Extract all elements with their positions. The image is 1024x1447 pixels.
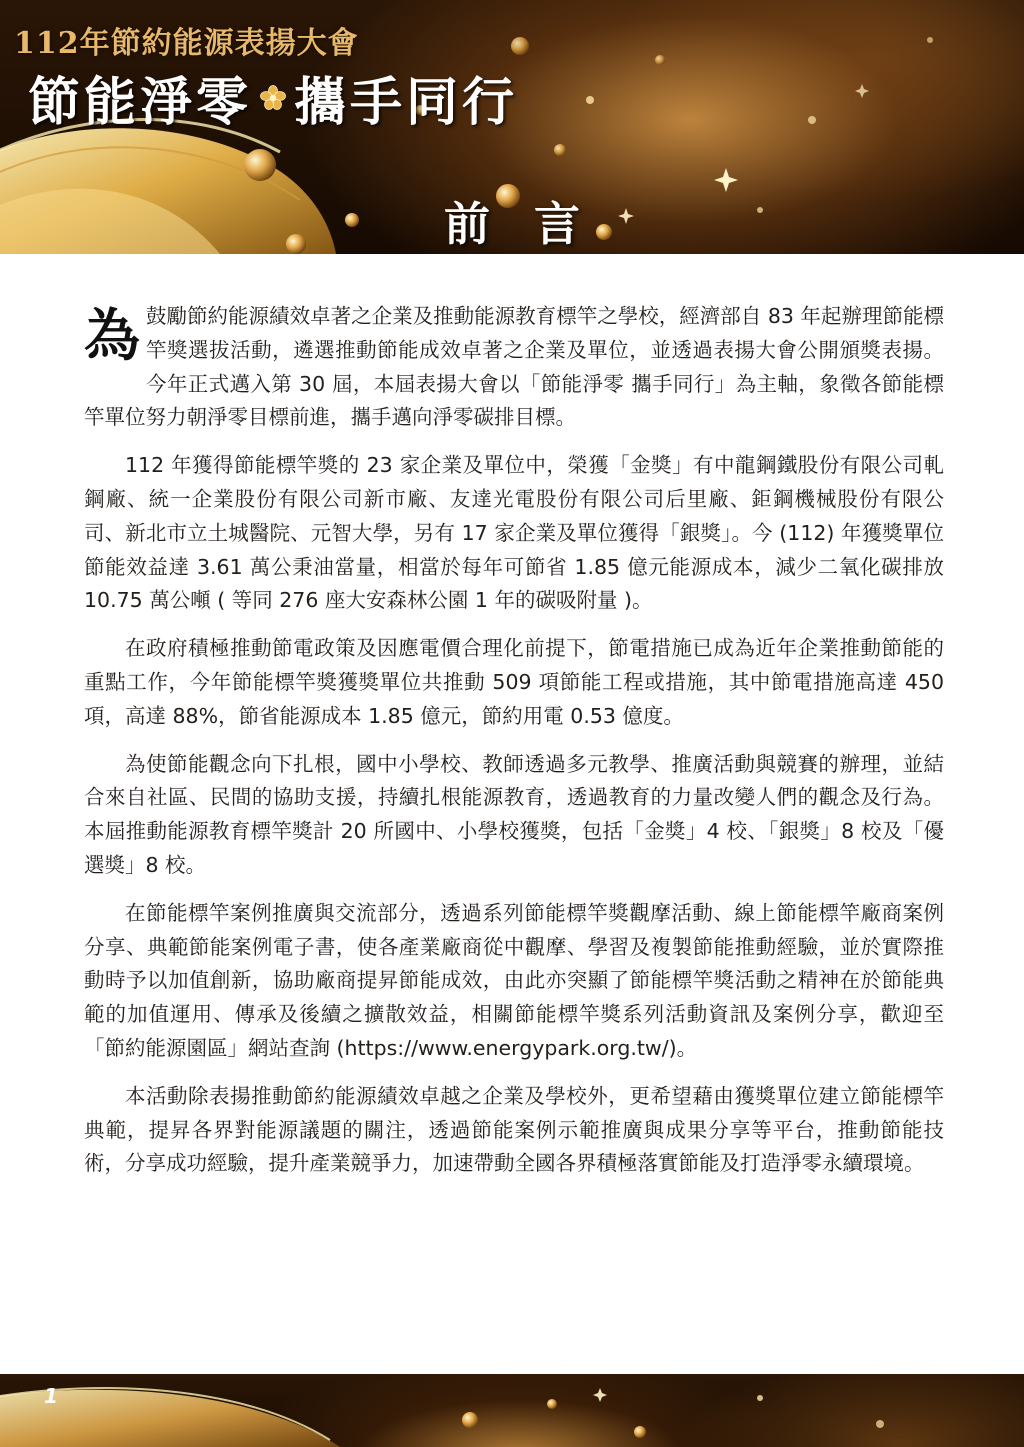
- paragraph-2: 112 年獲得節能標竿獎的 23 家企業及單位中，榮獲「金獎」有中龍鋼鐵股份有限公司軋鋼廠、統一企業股份有限公司新市廠、友達光電股份有限公司后里廠、鉅鋼機械股份有限公司、新北市立土城醫院、元智大學，另有 17 家企業及單位獲得「銀獎」。今 (112) 年獲獎單位節能效益達 3.61 萬公秉油當量，相當於每年可節省 1.85 億元能源成本，減少二氧化碳排放 10.75 萬公噸 ( 等同 276 座大安森林公園 1 年的碳吸附量 )。: [84, 453, 944, 613]
- paragraph-1: [84, 300, 944, 435]
- slogan-part1: 節能淨零: [28, 72, 253, 133]
- paragraph-5: 在節能標竿案例推廣與交流部分，透過系列節能標竿獎觀摩活動、線上節能標竿廠商案例分享、典範節能案例電子書，使各產業廠商從中觀摩、學習及複製節能推動經驗，並於實際推動時予以加值創新，協助廠商提昇節能成效，由此亦突顯了節能標竿獎活動之精神在於節能典範的加值運用、傳承及後續之擴散效益，相關節能標竿獎系列活動資訊及案例分享，歡迎至「節約能源園區」網站查詢 (https://www.energypark.org.tw/)。: [84, 900, 944, 1060]
- page-number: 1: [44, 1384, 58, 1408]
- slogan: [28, 60, 518, 135]
- section-heading: 前言: [444, 197, 624, 251]
- dropcap: 為: [84, 304, 140, 369]
- paragraph-3: 在政府積極推動節電政策及因應電價合理化前提下，節電措施已成為近年企業推動節能的重點工作，今年節能標竿獎獲獎單位共推動 509 項節能工程或措施，其中節電措施高達 450 項，高達 88%，節省能源成本 1.85 億元，節約用電 0.53 億度。: [84, 636, 944, 728]
- paragraph-6: 本活動除表揚推動節約能源績效卓越之企業及學校外，更希望藉由獲獎單位建立節能標竿典範，提昇各界對能源議題的關注，透過節能案例示範推廣與成果分享等平台，推動節能技術，分享成功經驗，提升產業競爭力，加速帶動全國各界積極落實節能及打造淨零永續環境。: [84, 1083, 944, 1176]
- paragraph-1-text: 鼓勵節約能源績效卓著之企業及推動能源教育標竿之學校，經濟部自 83 年起辦理節能標竿獎選拔活動，遴選推動節能成效卓著之企業及單位，並透過表揚大會公開頒獎表揚。今年正式邁入第 30 屆，本屆表揚大會以「節能淨零 攜手同行」為主軸，象徵各節能標竿單位努力朝淨零目標前進，攜手邁向淨零碳排目標。: [84, 304, 944, 430]
- flower-icon: [260, 85, 286, 111]
- preface-body: [84, 300, 944, 1195]
- event-title: 112年節約能源表揚大會: [14, 26, 359, 61]
- footer-banner: [0, 1374, 1024, 1447]
- header-banner: [0, 0, 1024, 254]
- slogan-part2: 攜手同行: [294, 72, 519, 133]
- paragraph-4: 為使節能觀念向下扎根，國中小學校、教師透過多元教學、推廣活動與競賽的辦理，並結合來自社區、民間的協助支援，持續扎根能源教育，透過教育的力量改變人們的觀念及行為。本屆推動能源教育標竿獎計 20 所國中、小學校獲獎，包括「金獎」4 校、「銀獎」8 校及「優選獎」8 校。: [84, 751, 944, 877]
- footer-decoration: [0, 1374, 1024, 1447]
